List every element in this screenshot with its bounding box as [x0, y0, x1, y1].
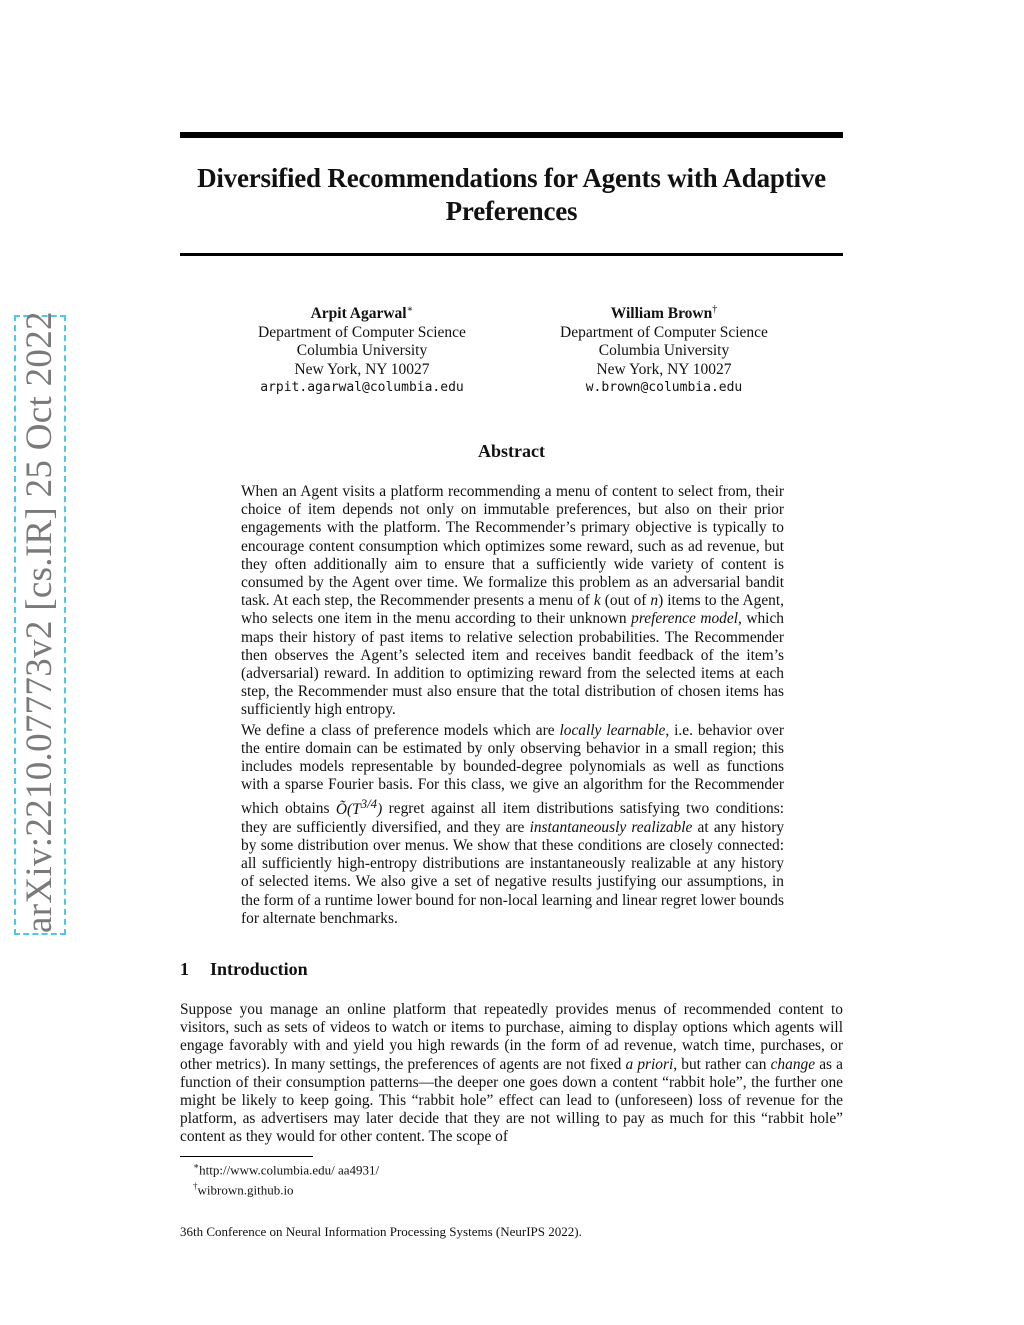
- footnotes: [193, 1158, 379, 1199]
- title-rule-bottom: [180, 253, 843, 256]
- title-rule-top: [180, 132, 843, 138]
- author-footnote-mark: ∗: [406, 304, 414, 315]
- author-university: Columbia University: [598, 342, 730, 360]
- author-university: Columbia University: [296, 342, 428, 360]
- abstract-paragraph: When an Agent visits a platform recommending a menu of content to select from, their choice of item depends not only on immutable preferences, but also on their prior engagements with the platform. The Recommender’s primary objective is typically to encourage content consumption which optimizes some reward, such as ad revenue, but they often additionally aim to ensure that a sufficiently wide variety of content is consumed by the Agent over time. We formalize this problem as an adversarial bandit task. At each step, the Recommender presents a menu of k (out of n) items to the Agent, who selects one item in the menu according to their unknown preference model, which maps their history of past items to relative selection probabilities. The Recommender then observes the Agent’s selected item and receives bandit feedback of the item’s (adversarial) reward. In addition to optimizing reward from the selected items at each step, the Recommender must also ensure that the total distribution of chosen items has sufficiently high entropy.: [241, 483, 784, 719]
- section-heading: [180, 959, 843, 980]
- author-footnote-mark: †: [712, 304, 718, 315]
- author-department: Department of Computer Science: [258, 323, 466, 341]
- author-block: [212, 301, 512, 398]
- paper-title: Diversified Recommendations for Agents with Adaptive Preferences: [197, 163, 826, 226]
- regret-bound-math: $Õ(T^{3/4})$: [335, 796, 383, 818]
- author-email: w.brown@columbia.edu: [585, 380, 743, 396]
- section-title: Introduction: [210, 959, 308, 979]
- author-city: New York, NY 10027: [596, 360, 732, 378]
- author-block: [514, 301, 814, 398]
- author-department: Department of Computer Science: [560, 323, 768, 341]
- footnote: †wibrown.github.io: [193, 1181, 294, 1198]
- venue-note: 36th Conference on Neural Information Processing Systems (NeurIPS 2022).: [180, 1224, 582, 1239]
- abstract-heading: Abstract: [478, 441, 545, 461]
- section-number: 1: [180, 959, 189, 979]
- abstract-paragraph: We define a class of preference models which are locally learnable, i.e. behavior over the entire domain can be estimated by only observing behavior in a small region; this includes models representable by bounded-degree polynomials as well as functions with a sparse Fourier basis. For this class, we give an algorithm for the Recommender which obtains $Õ(T^{3/4})$ regret against all item distributions satisfying two conditions: they are sufficiently diversified, and they are instantaneously realizable at any history by some distribution over menus. We show that these conditions are closely connected: all sufficiently high-entropy distributions are instantaneously realizable at any history of selected items. We also give a set of negative results justifying our assumptions, in the form of a runtime lower bound for non-local learning and linear regret lower bounds for alternate benchmarks.: [241, 721, 785, 927]
- footnote-rule: [180, 1156, 313, 1157]
- author-city: New York, NY 10027: [294, 360, 430, 378]
- intro-paragraph: Suppose you manage an online platform that repeatedly provides menus of recommended content to visitors, such as sets of videos to watch or items to purchase, aiming to display options which agents will engage favorably with and yield you high rewards (in the form of ad revenue, watch time, purchases, or other metrics). In many settings, the preferences of agents are not fixed a priori, but rather can change as a function of their consumption patterns—the deeper one goes down a content “rabbit hole”, the further one might be likely to keep going. This “rabbit hole” effect can lead to (unforeseen) loss of revenue for the platform, as advertisers may later decide that they are not willing to pay as much for this “rabbit hole” content as they would for other content. The scope of: [180, 1001, 843, 1146]
- author-email: arpit.agarwal@columbia.edu: [260, 380, 464, 396]
- footnote: ∗http://www.columbia.edu/ aa4931/: [193, 1161, 380, 1178]
- abstract-body: [241, 483, 784, 930]
- author-name: William Brown: [610, 305, 713, 323]
- arxiv-stamp: arXiv:2210.07773v2 [cs.IR] 25 Oct 2022: [14, 315, 66, 935]
- author-name: Arpit Agarwal: [310, 305, 407, 323]
